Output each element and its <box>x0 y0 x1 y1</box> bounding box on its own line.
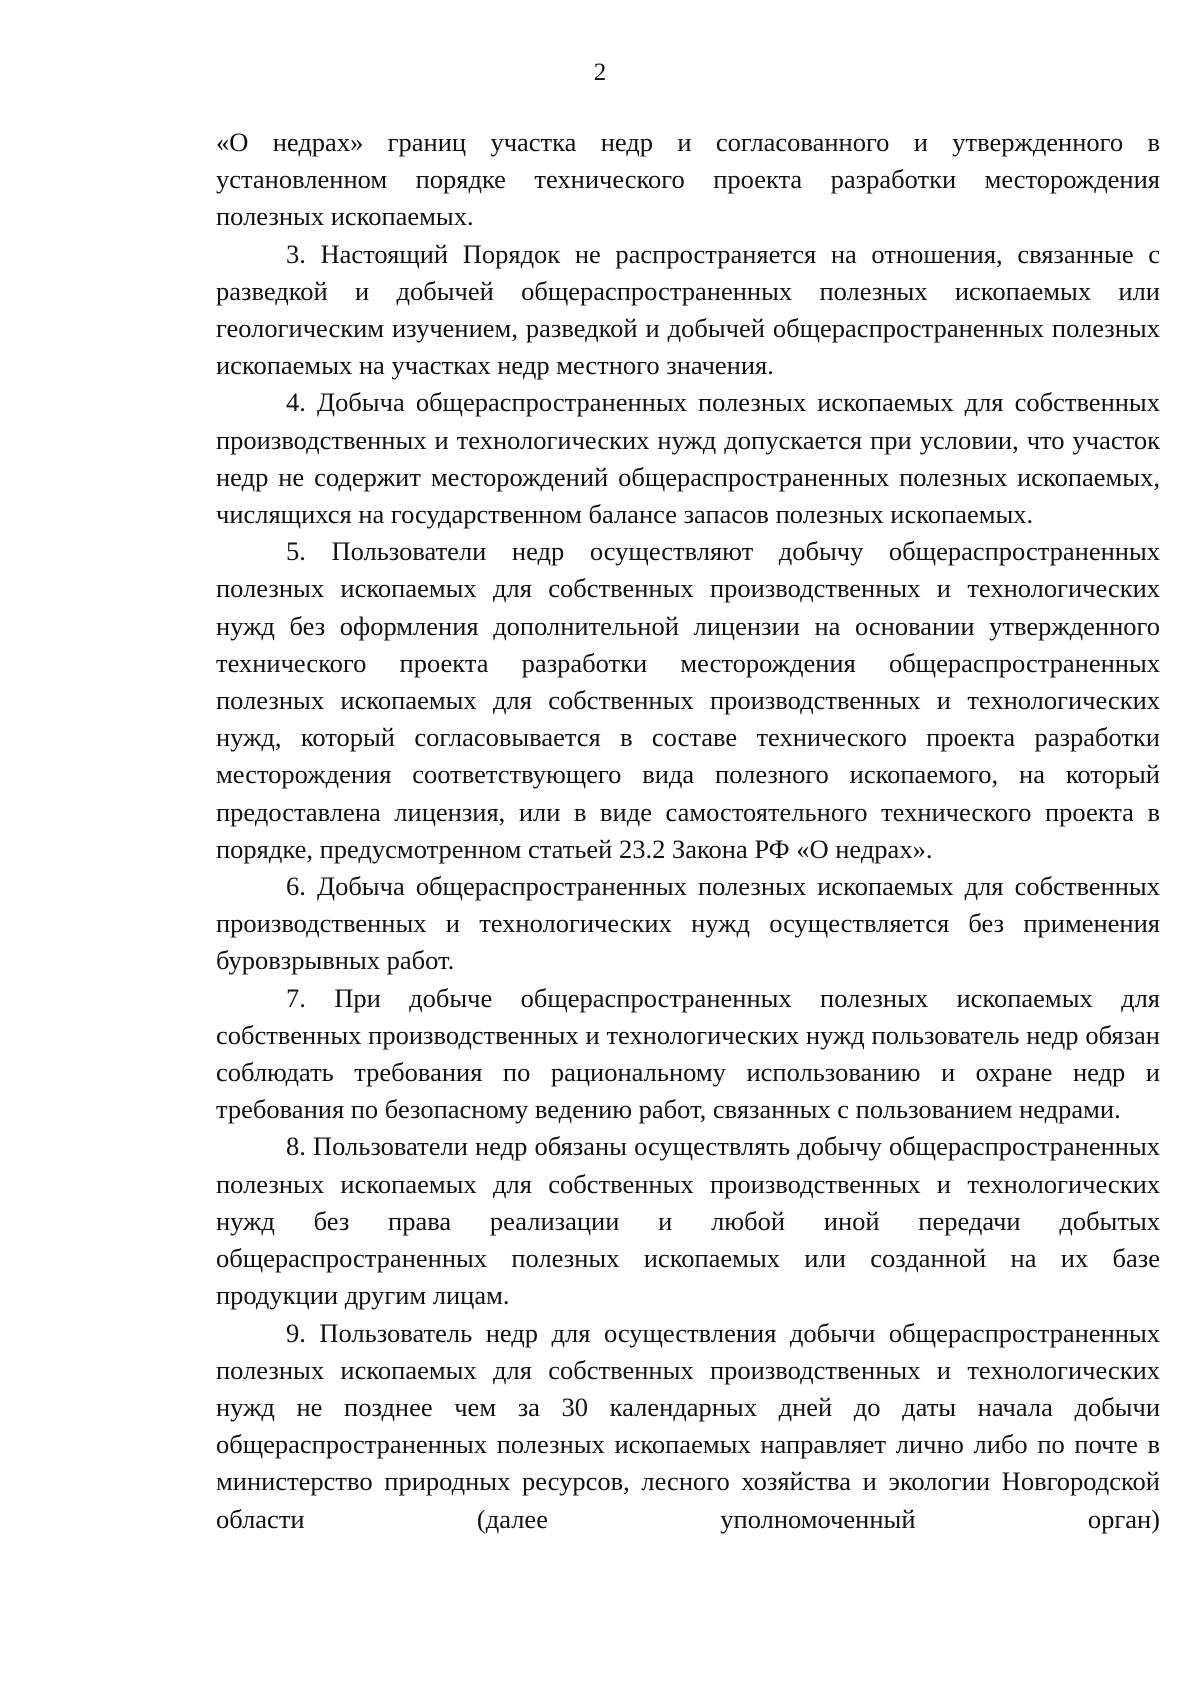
paragraph-4: 4. Добыча общераспространенных полезных ископаемых для собственных производственных и технологических нужд допускается при условии, что участок недр не содержит месторождений общераспространенных полезных ископаемых, числящихся на государственном балансе запасов полезных ископаемых. <box>216 387 1160 530</box>
paragraph-6: 6. Добыча общераспространенных полезных ископаемых для собственных производственных и технологических нужд осуществляется без применения буровзрывных работ. <box>216 871 1160 976</box>
page-number: 2 <box>593 59 607 86</box>
paragraph-3: 3. Настоящий Порядок не распространяется на отношения, связанные с разведкой и добычей общераспространенных полезных ископаемых или геологическим изучением, разведкой и добычей общераспространенных полезных ископаемых на участках недр местного значения. <box>216 238 1160 381</box>
paragraph-7: 7. При добыче общераспространенных полезных ископаемых для собственных производственных и технологических нужд пользователь недр обязан соблюдать требования по рациональному использованию и охране недр и требования по безопасному ведению работ, связанных с пользованием недрами. <box>216 982 1160 1125</box>
paragraph-9: 9. Пользователь недр для осуществления добычи общераспространенных полезных ископаемых для собственных производственных и технологических нужд не позднее чем за 30 календарных дней до даты начала добычи общераспространенных полезных ископаемых направляет лично либо по почте в министерство природных ресурсов, лесного хозяйства и экологии Новгородской области (далее уполномоченный орган) <box>216 1317 1160 1534</box>
document-body <box>216 124 1160 1538</box>
paragraph-8: 8. Пользователи недр обязаны осуществлять добычу общераспространенных полезных ископаемых для собственных производственных и технологических нужд без права реализации и любой иной передачи добытых общераспространенных полезных ископаемых или созданной на их базе продукции другим лицам. <box>216 1131 1160 1311</box>
paragraph-continuation: «О недрах» границ участка недр и согласованного и утвержденного в установленном порядке технического проекта разработки месторождения полезных ископаемых. <box>216 127 1160 232</box>
paragraph-5: 5. Пользователи недр осуществляют добычу общераспространенных полезных ископаемых для собственных производственных и технологических нужд без оформления дополнительной лицензии на основании утвержденного технического проекта разработки месторождения общераспространенных полезных ископаемых для собственных производственных и технологических нужд, который согласовывается в составе технического проекта разработки месторождения соответствующего вида полезного ископаемого, на который предоставлена лицензия, или в виде самостоятельного технического проекта в порядке, предусмотренном статьей 23.2 Закона РФ «О недрах». <box>216 536 1160 864</box>
